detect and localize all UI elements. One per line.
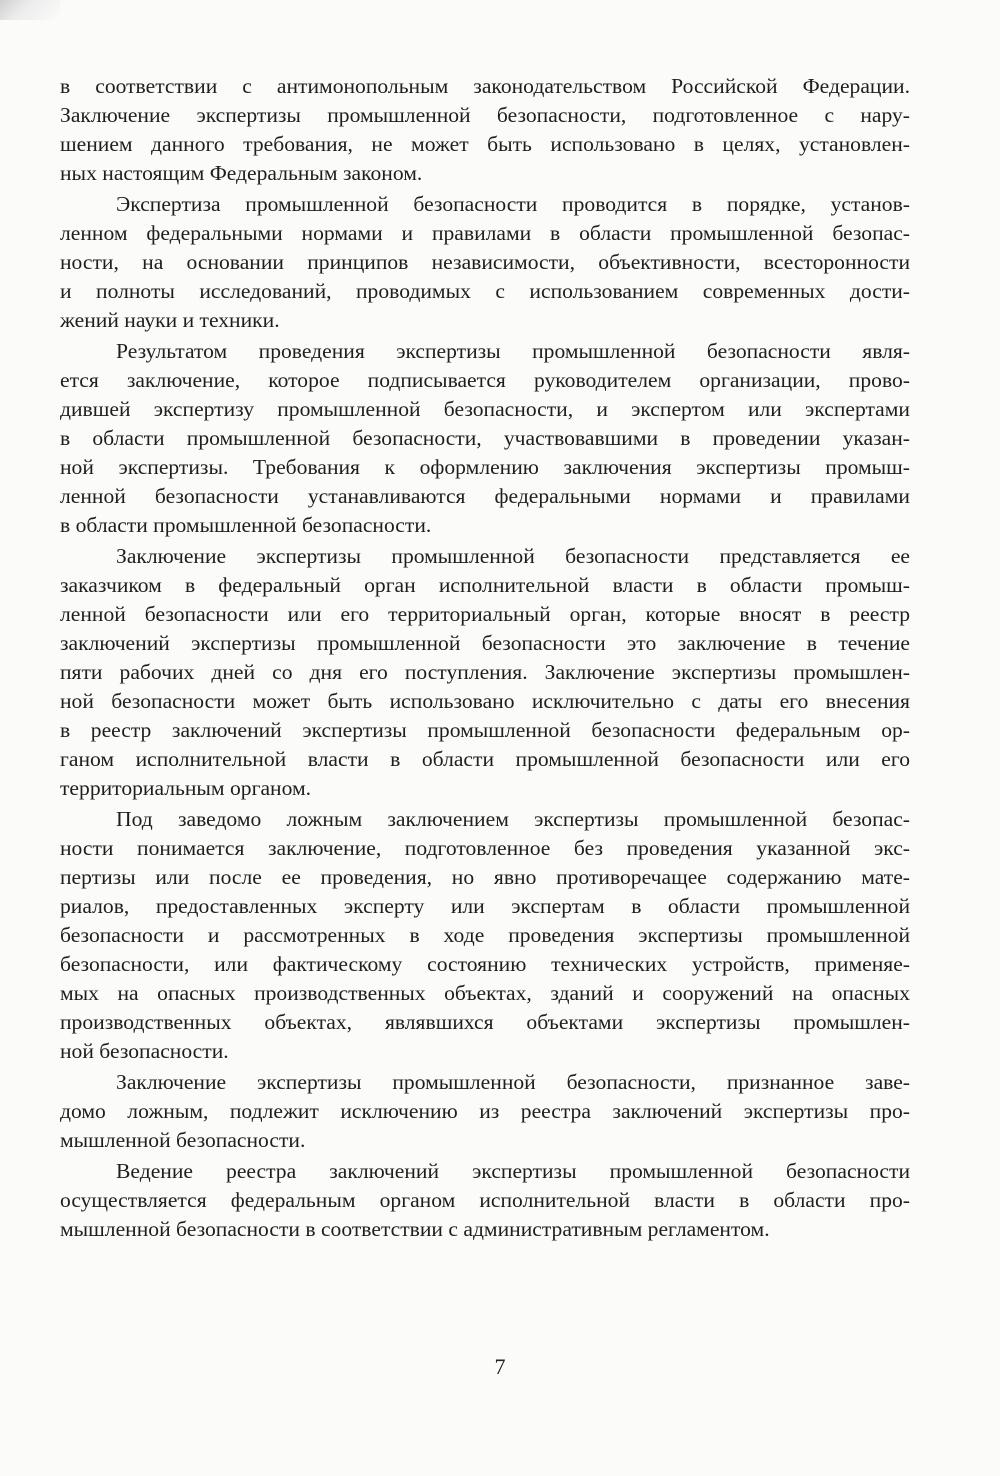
text-line: ной безопасности. — [60, 1039, 229, 1063]
text-line: жений науки и техники. — [60, 308, 280, 332]
text-line: и полноты исследований, проводимых с использованием современных дости- — [60, 279, 910, 303]
text-line: Заключение экспертизы промышленной безопасности, признанное заве- — [116, 1070, 910, 1094]
text-line: заказчиком в федеральный орган исполнительной власти в области промыш- — [60, 573, 910, 597]
paragraph — [60, 805, 910, 1066]
page-number: 7 — [494, 1354, 506, 1379]
text-line: пертизы или после ее проведения, но явно противоречащее содержанию мате- — [60, 865, 910, 889]
text-line: ленной безопасности устанавливаются федеральными нормами и правилами — [60, 484, 910, 508]
text-line: безопасности, или фактическому состоянию технических устройств, применяе- — [60, 952, 910, 976]
text-line: дившей экспертизу промышленной безопасности, и экспертом или экспертами — [60, 397, 910, 421]
text-line: домо ложным, подлежит исключению из реестра заключений экспертизы про- — [60, 1099, 910, 1123]
text-line: в области промышленной безопасности, участвовавшими в проведении указан- — [60, 426, 910, 450]
text-line: ной безопасности может быть использовано исключительно с даты его внесения — [60, 689, 910, 713]
text-line: ленной безопасности или его территориальный орган, которые вносят в реестр — [60, 602, 910, 626]
text-line: мышленной безопасности. — [60, 1128, 306, 1152]
text-line: ется заключение, которое подписывается руководителем организации, прово- — [60, 368, 910, 392]
text-line: территориальным органом. — [60, 776, 312, 800]
text-line: ности, на основании принципов независимости, объективности, всесторонности — [60, 250, 910, 274]
text-line: шением данного требования, не может быть использовано в целях, установлен- — [60, 132, 910, 156]
paragraph — [60, 1157, 910, 1244]
text-line: Результатом проведения экспертизы промышленной безопасности явля- — [116, 339, 910, 363]
text-line: ганом исполнительной власти в области промышленной безопасности или его — [60, 747, 910, 771]
text-line: ной экспертизы. Требования к оформлению заключения экспертизы промыш- — [60, 455, 910, 479]
text-line: ности понимается заключение, подготовленное без проведения указанной экс- — [60, 836, 910, 860]
paragraph — [60, 337, 910, 540]
text-line: в реестр заключений экспертизы промышленной безопасности федеральным ор- — [60, 718, 910, 742]
text-line: Экспертиза промышленной безопасности проводится в порядке, установ- — [116, 192, 910, 216]
scan-corner-shadow — [0, 0, 60, 20]
paragraph — [60, 190, 910, 335]
text-line: в соответствии с антимонопольным законодательством Российской Федерации. — [60, 74, 910, 98]
text-line: осуществляется федеральным органом исполнительной власти в области про- — [60, 1188, 910, 1212]
paragraph — [60, 542, 910, 803]
text-line: безопасности и рассмотренных в ходе проведения экспертизы промышленной — [60, 923, 910, 947]
text-line: риалов, предоставленных эксперту или экспертам в области промышленной — [60, 894, 910, 918]
text-line: пяти рабочих дней со дня его поступления. Заключение экспертизы промышлен- — [60, 660, 910, 684]
text-line: Ведение реестра заключений экспертизы промышленной безопасности — [116, 1159, 910, 1183]
text-line: ленном федеральными нормами и правилами в области промышленной безопас- — [60, 221, 910, 245]
text-line: ных настоящим Федеральным законом. — [60, 161, 423, 185]
text-line: заключений экспертизы промышленной безопасности это заключение в течение — [60, 631, 910, 655]
text-line: мышленной безопасности в соответствии с административным регламентом. — [60, 1217, 770, 1241]
paragraph — [60, 72, 910, 188]
text-line: Заключение экспертизы промышленной безопасности, подготовленное с нару- — [60, 103, 910, 127]
text-line: Под заведомо ложным заключением экспертизы промышленной безопас- — [116, 807, 910, 831]
body-text — [60, 72, 910, 1246]
paragraph — [60, 1068, 910, 1155]
text-line: мых на опасных производственных объектах, зданий и сооружений на опасных — [60, 981, 910, 1005]
text-line: производственных объектах, являвшихся объектами экспертизы промышлен- — [60, 1010, 910, 1034]
text-line: Заключение экспертизы промышленной безопасности представляется ее — [116, 544, 910, 568]
text-line: в области промышленной безопасности. — [60, 513, 432, 537]
